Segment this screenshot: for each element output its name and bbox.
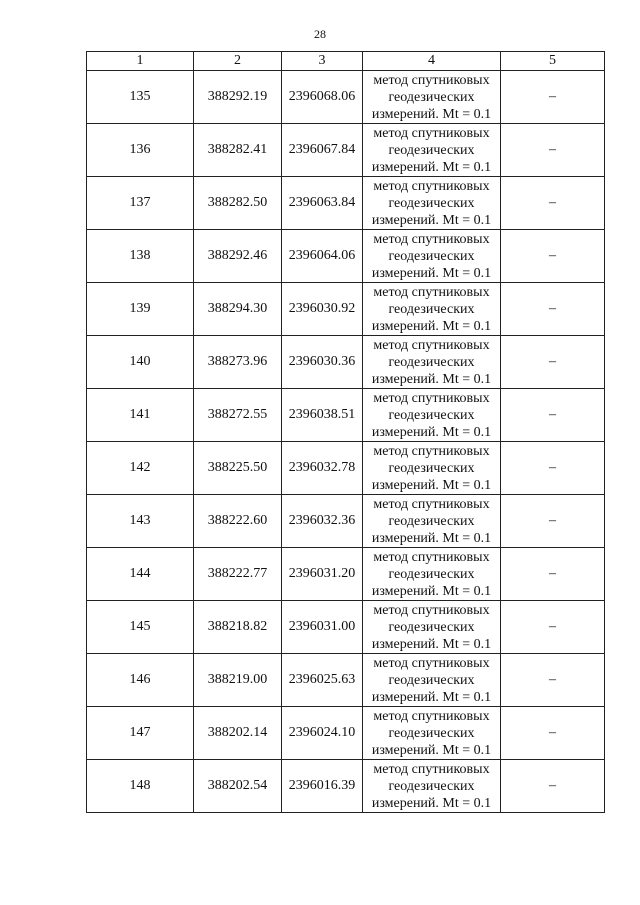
note-cell: –: [501, 230, 605, 283]
point-number-cell: 145: [87, 601, 194, 654]
method-line: измерений. Mt = 0.1: [371, 795, 492, 811]
point-number-cell: 136: [87, 124, 194, 177]
method-line: геодезических: [388, 407, 475, 423]
note-cell: –: [501, 654, 605, 707]
method-cell: [363, 601, 501, 654]
method-line: метод спутниковых: [373, 708, 490, 724]
x-coordinate-cell: 388202.54: [194, 760, 282, 813]
x-coordinate-cell: 388282.50: [194, 177, 282, 230]
y-coordinate-cell: 2396030.92: [282, 283, 363, 336]
x-coordinate-cell: 388272.55: [194, 389, 282, 442]
point-number-cell: 135: [87, 71, 194, 124]
method-line: измерений. Mt = 0.1: [371, 530, 492, 546]
table-row: [87, 283, 605, 336]
table-row: [87, 707, 605, 760]
table-row: [87, 389, 605, 442]
point-number-cell: 144: [87, 548, 194, 601]
point-number-cell: 140: [87, 336, 194, 389]
y-coordinate-cell: 2396024.10: [282, 707, 363, 760]
y-coordinate-cell: 2396068.06: [282, 71, 363, 124]
table-body: [87, 71, 605, 813]
method-line: измерений. Mt = 0.1: [371, 424, 492, 440]
x-coordinate-cell: 388219.00: [194, 654, 282, 707]
method-line: геодезических: [388, 354, 475, 370]
method-line: метод спутниковых: [373, 602, 490, 618]
method-line: геодезических: [388, 566, 475, 582]
method-line: измерений. Mt = 0.1: [371, 318, 492, 334]
method-line: геодезических: [388, 248, 475, 264]
note-cell: –: [501, 601, 605, 654]
method-line: метод спутниковых: [373, 337, 490, 353]
note-cell: –: [501, 442, 605, 495]
column-header-4: 4: [363, 52, 501, 71]
y-coordinate-cell: 2396025.63: [282, 654, 363, 707]
x-coordinate-cell: 388292.19: [194, 71, 282, 124]
method-line: измерений. Mt = 0.1: [371, 106, 492, 122]
x-coordinate-cell: 388273.96: [194, 336, 282, 389]
method-cell: [363, 71, 501, 124]
point-number-cell: 141: [87, 389, 194, 442]
method-line: геодезических: [388, 142, 475, 158]
point-number-cell: 138: [87, 230, 194, 283]
table-row: [87, 654, 605, 707]
x-coordinate-cell: 388218.82: [194, 601, 282, 654]
table-row: [87, 495, 605, 548]
note-cell: –: [501, 124, 605, 177]
method-line: геодезических: [388, 89, 475, 105]
page-number: 28: [314, 27, 326, 41]
table-row: [87, 760, 605, 813]
method-line: геодезических: [388, 672, 475, 688]
method-line: метод спутниковых: [373, 231, 490, 247]
method-line: измерений. Mt = 0.1: [371, 583, 492, 599]
note-cell: –: [501, 283, 605, 336]
y-coordinate-cell: 2396031.00: [282, 601, 363, 654]
method-line: измерений. Mt = 0.1: [371, 265, 492, 281]
method-cell: [363, 760, 501, 813]
column-header-5: 5: [501, 52, 605, 71]
method-line: геодезических: [388, 301, 475, 317]
table-row: [87, 124, 605, 177]
method-line: метод спутниковых: [373, 443, 490, 459]
x-coordinate-cell: 388282.41: [194, 124, 282, 177]
table-row: [87, 442, 605, 495]
method-line: метод спутниковых: [373, 125, 490, 141]
method-cell: [363, 230, 501, 283]
coordinates-table: [86, 51, 605, 813]
header-row: [87, 52, 605, 71]
y-coordinate-cell: 2396038.51: [282, 389, 363, 442]
point-number-cell: 143: [87, 495, 194, 548]
y-coordinate-cell: 2396067.84: [282, 124, 363, 177]
method-cell: [363, 495, 501, 548]
point-number-cell: 137: [87, 177, 194, 230]
method-line: геодезических: [388, 619, 475, 635]
method-cell: [363, 283, 501, 336]
column-header-1: 1: [87, 52, 194, 71]
note-cell: –: [501, 548, 605, 601]
column-header-2: 2: [194, 52, 282, 71]
x-coordinate-cell: 388225.50: [194, 442, 282, 495]
method-line: геодезических: [388, 778, 475, 794]
x-coordinate-cell: 388294.30: [194, 283, 282, 336]
method-cell: [363, 336, 501, 389]
point-number-cell: 147: [87, 707, 194, 760]
method-cell: [363, 124, 501, 177]
method-line: измерений. Mt = 0.1: [371, 689, 492, 705]
method-line: метод спутниковых: [373, 549, 490, 565]
point-number-cell: 148: [87, 760, 194, 813]
column-header-3: 3: [282, 52, 363, 71]
method-line: измерений. Mt = 0.1: [371, 212, 492, 228]
table-row: [87, 230, 605, 283]
note-cell: –: [501, 389, 605, 442]
y-coordinate-cell: 2396031.20: [282, 548, 363, 601]
y-coordinate-cell: 2396032.36: [282, 495, 363, 548]
method-cell: [363, 177, 501, 230]
x-coordinate-cell: 388222.77: [194, 548, 282, 601]
method-line: измерений. Mt = 0.1: [371, 371, 492, 387]
method-cell: [363, 707, 501, 760]
note-cell: –: [501, 336, 605, 389]
table-row: [87, 71, 605, 124]
y-coordinate-cell: 2396016.39: [282, 760, 363, 813]
method-line: измерений. Mt = 0.1: [371, 636, 492, 652]
point-number-cell: 146: [87, 654, 194, 707]
method-line: геодезических: [388, 513, 475, 529]
table-row: [87, 177, 605, 230]
x-coordinate-cell: 388222.60: [194, 495, 282, 548]
method-cell: [363, 389, 501, 442]
table-row: [87, 601, 605, 654]
method-line: измерений. Mt = 0.1: [371, 742, 492, 758]
note-cell: –: [501, 177, 605, 230]
method-line: геодезических: [388, 725, 475, 741]
method-line: измерений. Mt = 0.1: [371, 159, 492, 175]
method-line: метод спутниковых: [373, 655, 490, 671]
table-row: [87, 336, 605, 389]
y-coordinate-cell: 2396032.78: [282, 442, 363, 495]
table-header: [87, 52, 605, 71]
note-cell: –: [501, 495, 605, 548]
method-cell: [363, 548, 501, 601]
method-line: геодезических: [388, 195, 475, 211]
method-line: метод спутниковых: [373, 284, 490, 300]
y-coordinate-cell: 2396030.36: [282, 336, 363, 389]
method-line: измерений. Mt = 0.1: [371, 477, 492, 493]
method-line: метод спутниковых: [373, 390, 490, 406]
note-cell: –: [501, 707, 605, 760]
method-cell: [363, 654, 501, 707]
table-row: [87, 548, 605, 601]
note-cell: –: [501, 71, 605, 124]
point-number-cell: 142: [87, 442, 194, 495]
note-cell: –: [501, 760, 605, 813]
method-cell: [363, 442, 501, 495]
method-line: метод спутниковых: [373, 496, 490, 512]
method-line: геодезических: [388, 460, 475, 476]
method-line: метод спутниковых: [373, 72, 490, 88]
y-coordinate-cell: 2396063.84: [282, 177, 363, 230]
x-coordinate-cell: 388292.46: [194, 230, 282, 283]
point-number-cell: 139: [87, 283, 194, 336]
method-line: метод спутниковых: [373, 761, 490, 777]
method-line: метод спутниковых: [373, 178, 490, 194]
x-coordinate-cell: 388202.14: [194, 707, 282, 760]
y-coordinate-cell: 2396064.06: [282, 230, 363, 283]
